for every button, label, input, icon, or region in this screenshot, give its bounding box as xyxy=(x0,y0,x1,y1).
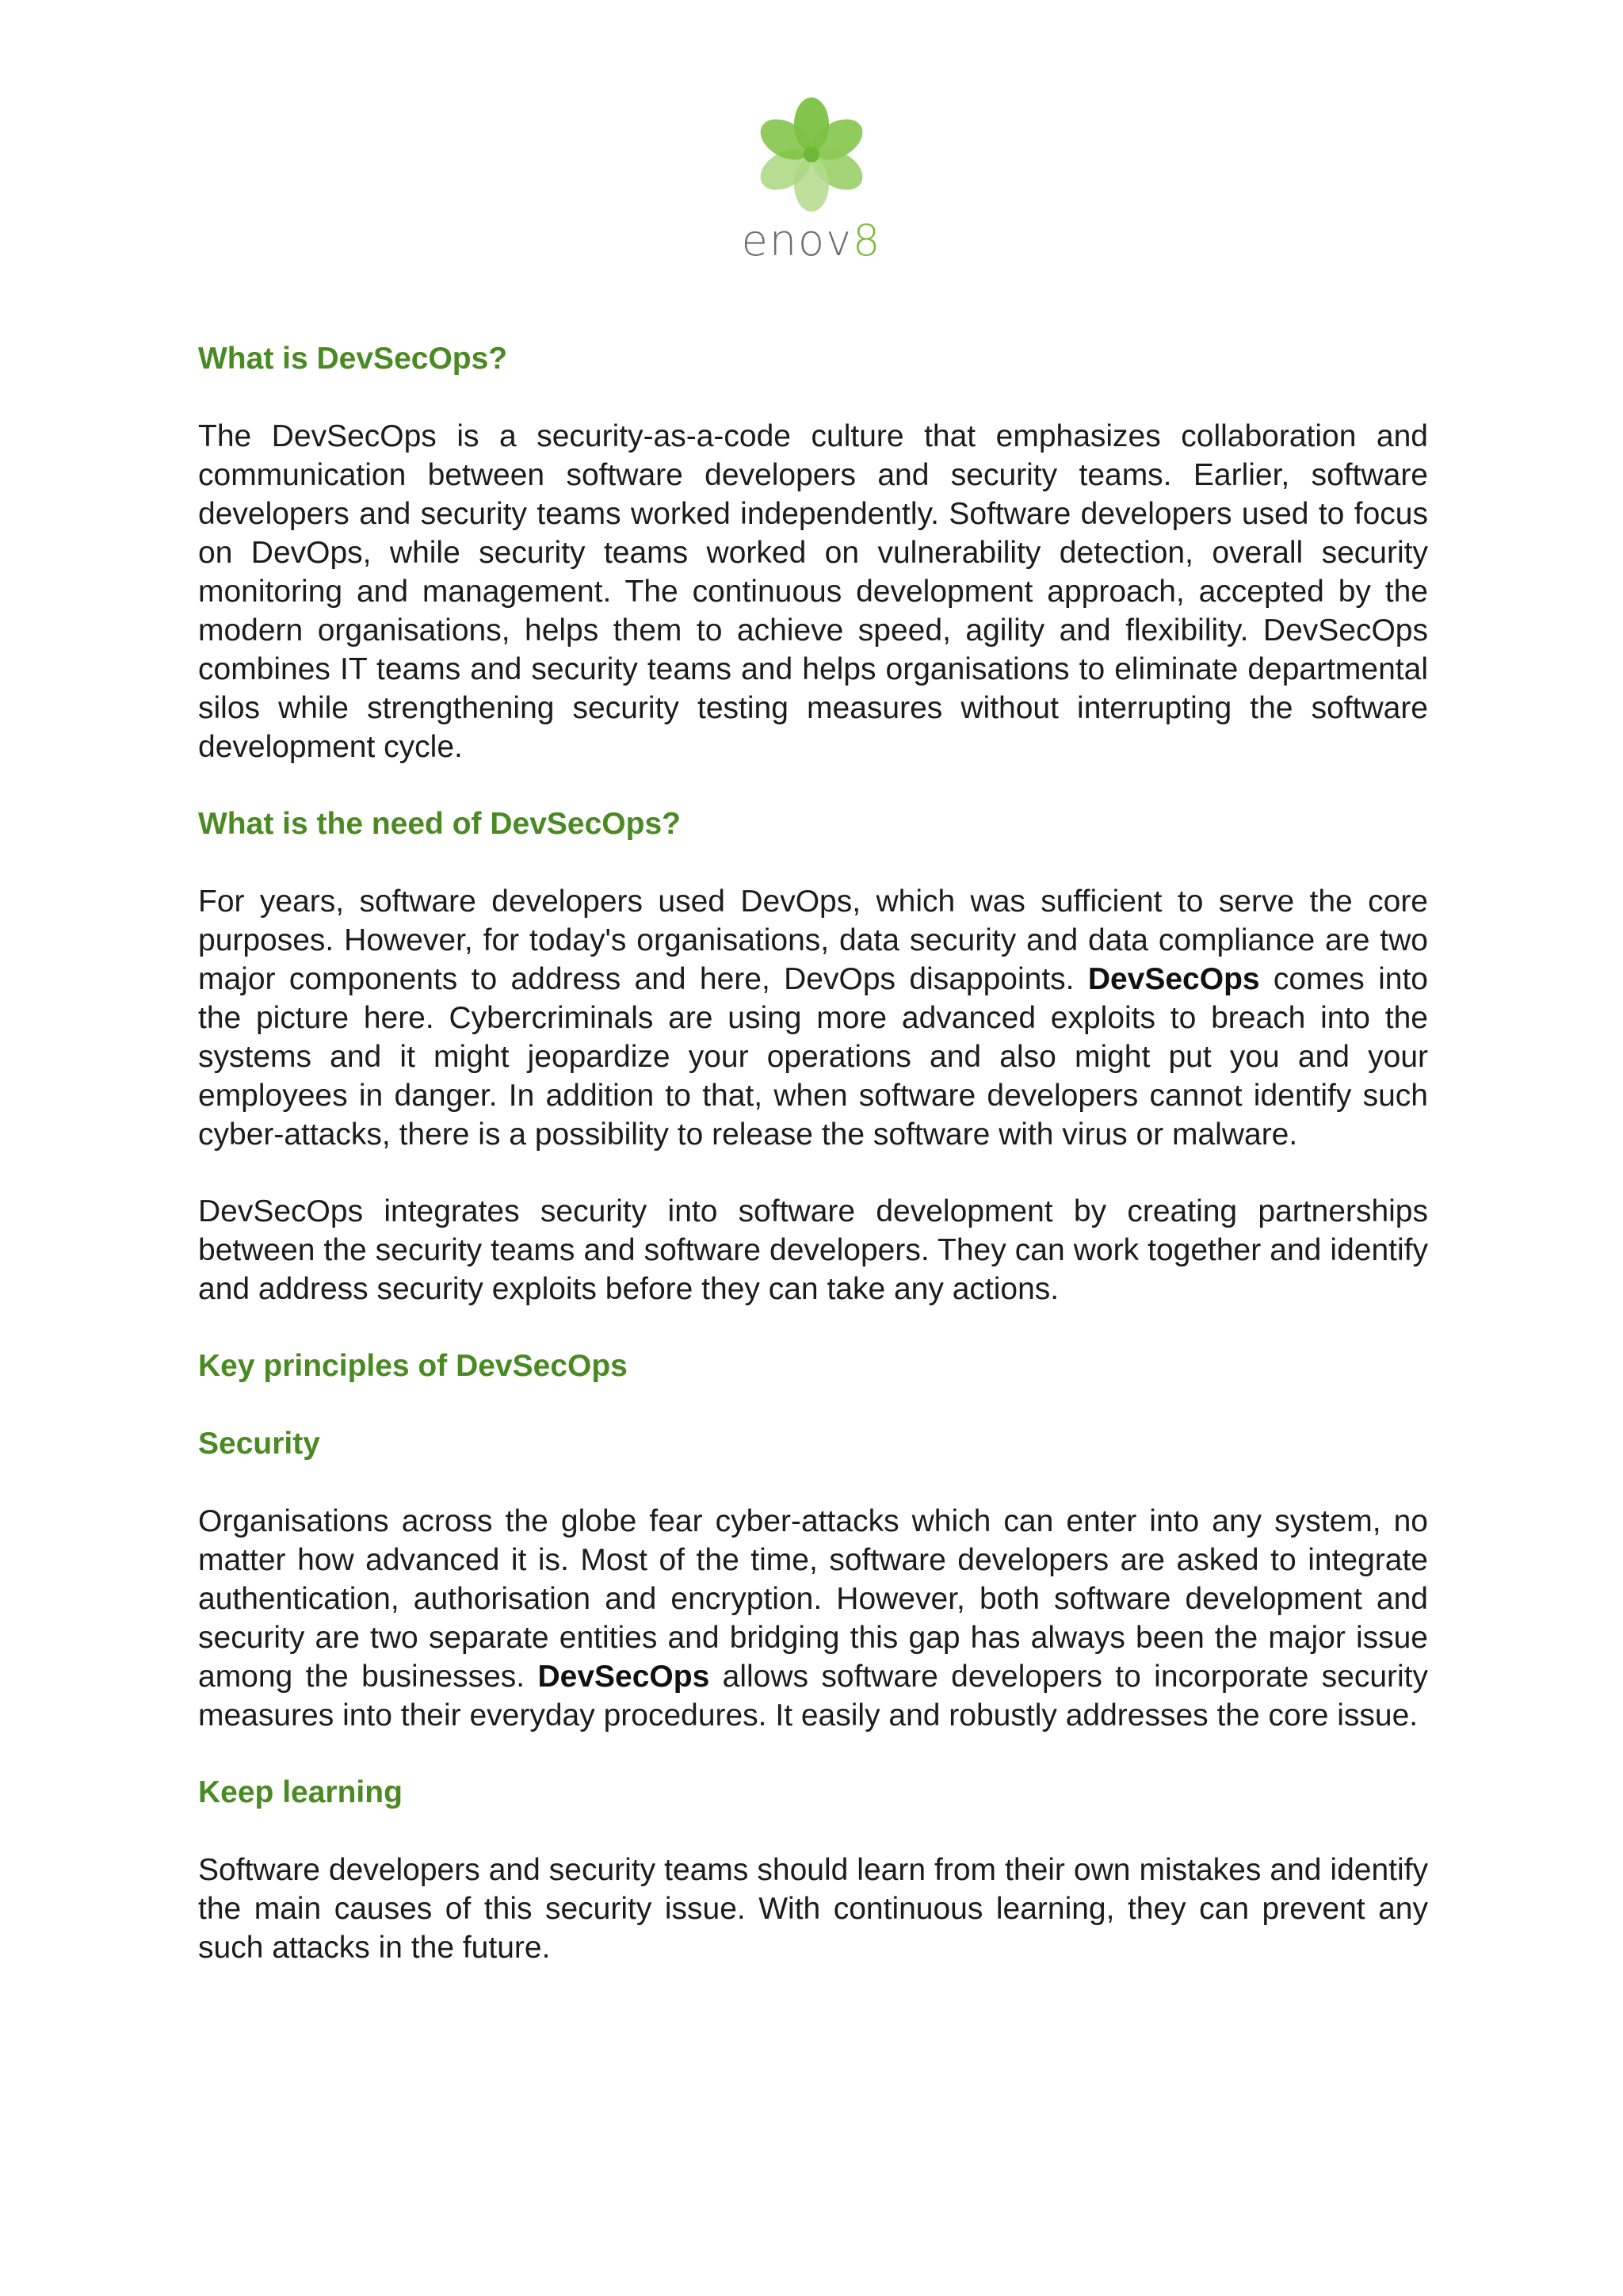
section-heading-keep-learning: Keep learning xyxy=(198,1775,403,1809)
paragraph-need-1: For years, software developers used DevOps, which was sufficient to serve the core purposes. However, for today's organisations, data security and data compliance are two major components to address and here, DevOps disappoints. DevSecOps comes into the picture here. Cybercriminals are using more advanced exploits to breach into the systems and it might jeopardize your operations and also might put you and your employees in danger. In addition to that, when software developers cannot identify such cyber-attacks, there is a possibility to release the software with virus or malware. xyxy=(198,884,1428,1152)
flower-icon xyxy=(752,95,871,214)
section-heading-key-principles: Key principles of DevSecOps xyxy=(198,1349,628,1383)
paragraph-what-is: The DevSecOps is a security-as-a-code culture that emphasizes collaboration and communication between software developers and security teams. Earlier, software developers and security teams worked independently. Software developers used to focus on DevOps, while security teams worked on vulnerability detection, overall security monitoring and management. The continuous development approach, accepted by the modern organisations, helps them to achieve speed, agility and flexibility. DevSecOps combines IT teams and security teams and helps organisations to eliminate departmental silos while strengthening security testing measures without interrupting the software development cycle. xyxy=(198,419,1428,764)
paragraph-need-2: DevSecOps integrates security into software development by creating partnerships between the security teams and software developers. They can work together and identify and address security exploits before they can take any actions. xyxy=(198,1194,1428,1306)
paragraph-keep-learning: Software developers and security teams should learn from their own mistakes and identify the main causes of this security issue. With continuous learning, they can prevent any such attacks in the future. xyxy=(198,1853,1428,1965)
logo-wordmark: enov8 xyxy=(741,216,882,266)
section-heading-security: Security xyxy=(198,1427,320,1461)
section-heading-what-is: What is DevSecOps? xyxy=(198,342,508,376)
bold-term: DevSecOps xyxy=(1087,962,1260,996)
bold-term: DevSecOps xyxy=(537,1660,710,1694)
section-heading-need: What is the need of DevSecOps? xyxy=(198,807,681,841)
paragraph-security: Organisations across the globe fear cyber-attacks which can enter into any system, no matter how advanced it is. Most of the time, software developers are asked to integrate authentication, authorisation and encryption. However, both software development and security are two separate entities and bridging this gap has always been the major issue among the businesses. DevSecOps allows software developers to incorporate security measures into their everyday procedures. It easily and robustly addresses the core issue. xyxy=(198,1504,1429,1733)
company-logo xyxy=(0,95,1623,265)
document-body xyxy=(198,339,1428,1967)
